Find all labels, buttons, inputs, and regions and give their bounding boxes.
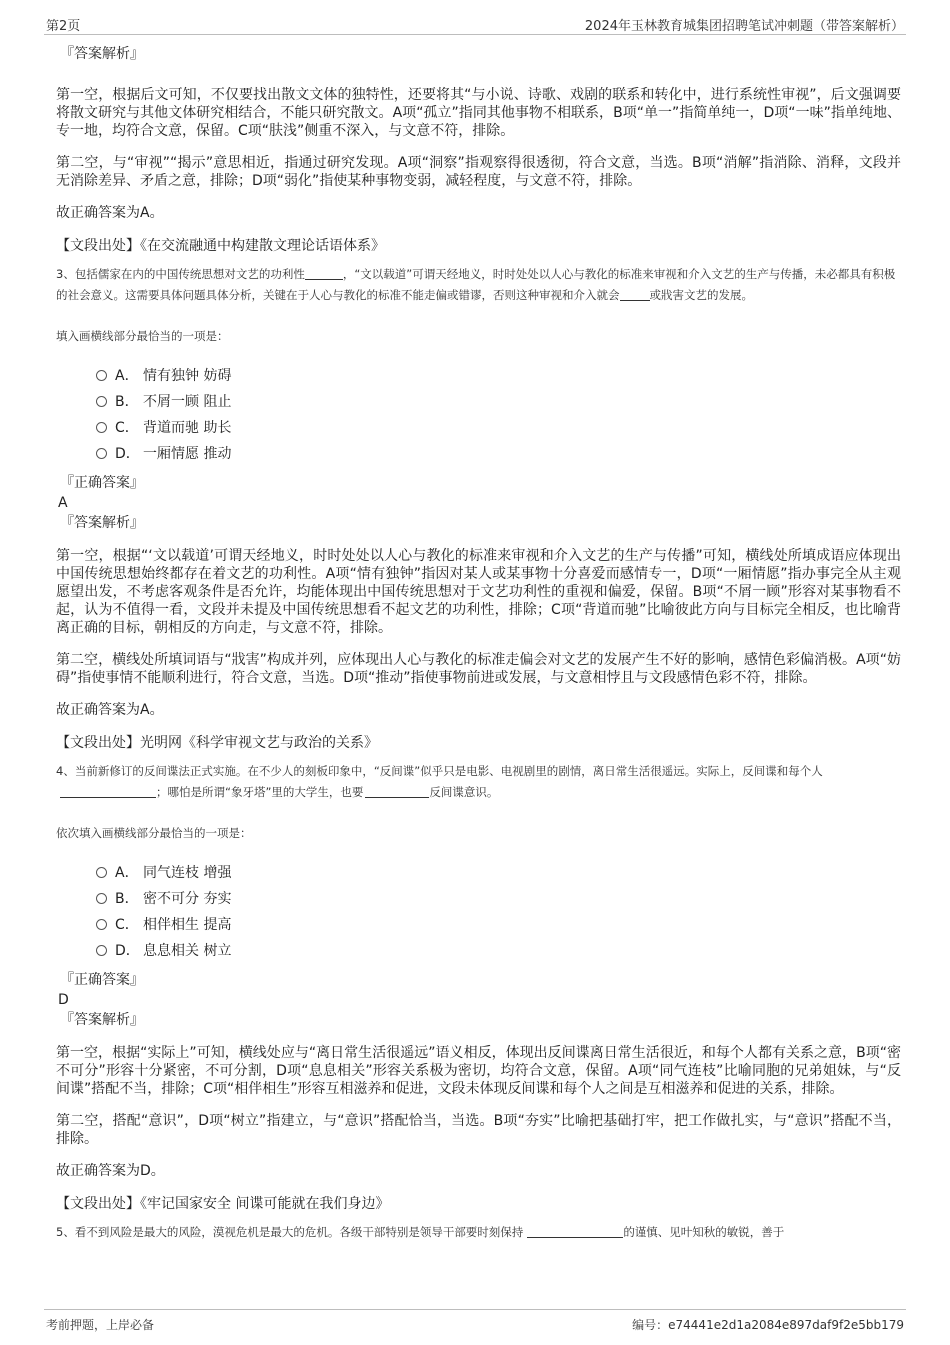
q3-option-b[interactable]: B． 不屑一顾 阻止 — [96, 389, 901, 415]
q3-stem: 3、包括儒家在内的中国传统思想对文艺的功利性 ，“文以载道”可谓天经地义，时时处处以人心与教化的标准来审视和介入文艺的生产与传播，未必都具有积极的社会意义。这需要具体问题具体分析，关键在于人心与教化的标准不能走偏或错谬，否则这种审视和介入就会 或戕害文艺的发展。 — [56, 267, 896, 302]
radio-icon[interactable] — [96, 893, 107, 904]
radio-icon[interactable] — [96, 370, 107, 381]
q3-analysis-p2: 第二空，横线处所填词语与“戕害”构成并列，应体现出人心与教化的标准走偏会对文艺的发展产生不好的影响，感情色彩偏消极。A项“妨碍”指使事情不能顺利进行，符合文意，当选。D项“推动”指使事物前进或发展，与文意相悖且与文段感情色彩不符，排除。 — [56, 652, 901, 686]
page-number: 第2页 — [46, 19, 81, 34]
page-footer — [44, 1309, 906, 1334]
q2-analysis-p1: 第一空，根据后文可知，不仅要找出散文文体的独特性，还要将其“与小说、诗歌、戏剧的联系和转化中，进行系统性审视”，后文强调要将散文研究与其他文体研究相结合，不能只研究散文。A项“孤立”指同其他事物不相联系，B项“单一”指简单纯一，D项“一味”指单纯地、专一地，均符合文意，保留。C项“肤浅”侧重不深入，与文意不符，排除。 — [56, 87, 901, 139]
radio-icon[interactable] — [96, 945, 107, 956]
correct-label: 『正确答案』 — [60, 475, 144, 491]
q3-source: 【文段出处】光明网《科学审视文艺与政治的关系》 — [56, 735, 378, 751]
analysis-label: 『答案解析』 — [60, 515, 144, 531]
document-code: 编号：e74441e2d1a2084e897daf9f2e5bb179 — [632, 1318, 904, 1332]
radio-icon[interactable] — [96, 919, 107, 930]
q3-prompt: 填入画横线部分最恰当的一项是： — [56, 329, 229, 343]
analysis-label: 『答案解析』 — [60, 1012, 144, 1028]
radio-icon[interactable] — [96, 396, 107, 407]
q4-option-d[interactable]: D． 息息相关 树立 — [96, 938, 901, 964]
q4-blank-1 — [60, 783, 156, 798]
q3-option-d[interactable]: D． 一厢情愿 推动 — [96, 441, 901, 467]
q4-option-a[interactable]: A． 同气连枝 增强 — [96, 860, 901, 886]
q4-source: 【文段出处】《牢记国家安全 间谍可能就在我们身边》 — [56, 1196, 390, 1212]
analysis-label: 『答案解析』 — [60, 46, 144, 62]
q2-conclusion: 故正确答案为A。 — [56, 205, 164, 221]
page-header — [44, 12, 906, 35]
q4-option-c[interactable]: C． 相伴相生 提高 — [96, 912, 901, 938]
q3-options — [96, 363, 901, 467]
radio-icon[interactable] — [96, 867, 107, 878]
radio-icon[interactable] — [96, 448, 107, 459]
q2-analysis-p2: 第二空，与“审视”“揭示”意思相近，指通过研究发现。A项“洞察”指观察得很透彻，符合文意，当选。B项“消解”指消除、消释，文段并无消除差异、矛盾之意，排除；D项“弱化”指使某种事物变弱，减轻程度，与文意不符，排除。 — [56, 155, 901, 189]
q3-blank-1 — [305, 265, 343, 280]
radio-icon[interactable] — [96, 422, 107, 433]
q3-analysis-p1: 第一空，根据“‘文以载道’可谓天经地义，时时处处以人心与教化的标准来审视和介入文艺的生产与传播”可知，横线处所填成语应体现出中国传统思想始终都存在着文艺的功利性。A项“情有独钟”指因对某人或某事物十分喜爱而感情专一，D项“一厢情愿”指办事完全从主观愿望出发，不考虑客观条件是否允许，均能体现出中国传统思想对于文艺功利性的重视和偏爱，保留。B项“不屑一顾”形容对某事物看不起，认为不值得一看，文段并未提及中国传统思想看不起文艺的功利性，排除；C项“背道而驰”比喻彼此方向与目标完全相反，也比喻背离正确的目标，朝相反的方向走，与文意不符，排除。 — [56, 548, 901, 636]
q3-option-c[interactable]: C． 背道而驰 助长 — [96, 415, 901, 441]
q3-answer: A — [58, 495, 68, 511]
q2-source: 【文段出处】《在交流融通中构建散文理论话语体系》 — [56, 238, 385, 254]
q5-blank-1 — [527, 1223, 623, 1238]
document-title: 2024年玉林教育城集团招聘笔试冲刺题（带答案解析） — [584, 19, 904, 34]
q4-blank-2 — [365, 783, 429, 798]
q3-conclusion: 故正确答案为A。 — [56, 702, 164, 718]
q4-option-b[interactable]: B． 密不可分 夯实 — [96, 886, 901, 912]
q4-analysis-p1: 第一空，根据“实际上”可知，横线处应与“离日常生活很遥远”语义相反，体现出反间谍离日常生活很近，和每个人都有关系之意，B项“密不可分”形容十分紧密，不可分割，D项“息息相关”形容关系极为密切，均符合文意，保留。A项“同气连枝”比喻同胞的兄弟姐妹，与“反间谍”搭配不当，排除；C项“相伴相生”形容互相滋养和促进，文段未体现反间谍和每个人之间是互相滋养和促进的关系，排除。 — [56, 1045, 901, 1097]
q3-option-a[interactable]: A． 情有独钟 妨碍 — [96, 363, 901, 389]
correct-label: 『正确答案』 — [60, 972, 144, 988]
q4-stem: 4、当前新修订的反间谍法正式实施。在不少人的刻板印象中，“反间谍”似乎只是电影、电视剧里的剧情，离日常生活很遥远。实际上，反间谍和每个人；哪怕是所谓“象牙塔”里的大学生，也要 反间谍意识。 — [56, 764, 823, 799]
q4-prompt: 依次填入画横线部分最恰当的一项是： — [56, 826, 252, 840]
q4-analysis-p2: 第二空，搭配“意识”，D项“树立”指建立，与“意识”搭配恰当，当选。B项“夯实”比喻把基础打牢，把工作做扎实，与“意识”搭配不当，排除。 — [56, 1113, 901, 1147]
q3-blank-2 — [620, 286, 650, 301]
q4-conclusion: 故正确答案为D。 — [56, 1163, 165, 1179]
footer-slogan: 考前押题，上岸必备 — [46, 1318, 155, 1332]
document-body — [56, 44, 901, 1243]
q5-stem: 5、看不到风险是最大的风险，漠视危机是最大的危机。各级干部特别是领导干部要时刻保持 的谨慎、见叶知秋的敏锐，善于 — [56, 1225, 785, 1239]
q4-answer: D — [58, 992, 69, 1008]
q4-options — [96, 860, 901, 964]
